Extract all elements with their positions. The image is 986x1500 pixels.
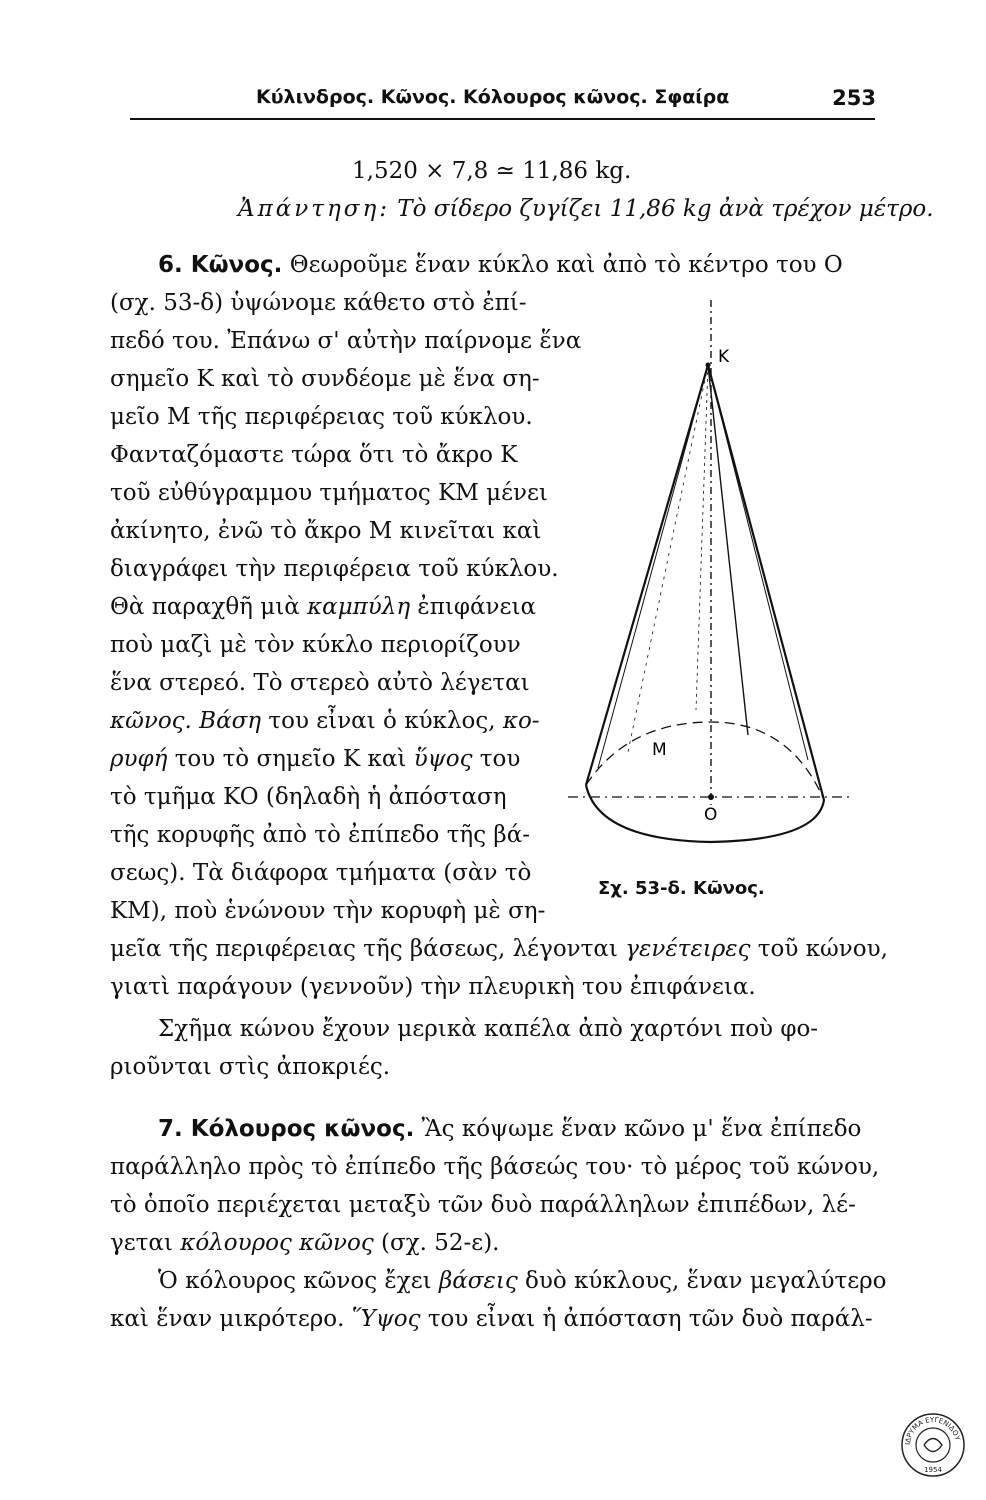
text-run: γεται: [110, 1230, 181, 1256]
center-point-O: [708, 794, 714, 800]
stamp-text: [904, 1416, 962, 1445]
cone-figure: [568, 290, 858, 850]
term-geneteires: γενέτειρες: [625, 936, 751, 962]
section-6-line-20: γιατὶ παράγουν (γεννοῦν) τὴν πλευρικὴ του ἐπιφάνεια.: [110, 974, 756, 1000]
answer-text: Τὸ σίδερο ζυγίζει 11,86 kg ἀνὰ τρέχον μέτρο.: [397, 196, 934, 222]
section-6-line-14: [110, 748, 520, 771]
term-ypsos: ὕψος: [413, 746, 473, 772]
text-run: του εἶναι ὁ κύκλος,: [261, 708, 503, 734]
text-run: τοῦ κώνου,: [750, 936, 888, 962]
section-6-line-19: [110, 938, 888, 961]
text-run: καὶ ἕναν μικρότερο.: [110, 1306, 352, 1332]
cone-left-generator: [586, 365, 708, 785]
answer-label: Ἀπάντηση:: [238, 196, 390, 222]
generator-KM: [708, 365, 748, 735]
section-7-line-4: [110, 1232, 499, 1255]
library-stamp-seal: [900, 1412, 966, 1478]
page-number: 253: [832, 86, 876, 110]
stamp-emblem: [924, 1439, 942, 1452]
section-7-line-2: παράλληλο πρὸς τὸ ἐπίπεδο τῆς βάσεώς του· τὸ μέρος τοῦ κώνου,: [110, 1154, 880, 1180]
term-konos: κῶνος.: [110, 708, 200, 734]
section-6-line-15: τὸ τμῆμα KO (δηλαδὴ ἡ ἀπόσταση: [110, 784, 507, 810]
section-6-line-7: τοῦ εὐθύγραμμου τμήματος KM μένει: [110, 480, 548, 506]
figure-caption: Σχ. 53-δ. Κῶνος.: [598, 878, 765, 899]
section-6-first-line: [158, 254, 843, 277]
text-run: του εἶναι ἡ ἀπόσταση τῶν δυὸ παράλ-: [420, 1306, 873, 1332]
section-6-line-6: Φανταζόμαστε τώρα ὅτι τὸ ἄκρο K: [110, 442, 518, 468]
section-7-line-5: [158, 1270, 887, 1293]
cone-shading-line: [598, 365, 708, 768]
formula-line: 1,520 × 7,8 ≃ 11,86 kg.: [352, 158, 632, 184]
term-ypsos-2: Ὕψος: [351, 1306, 421, 1332]
term-koryfi-start: κο-: [502, 708, 540, 734]
section-6-line-5: μεῖο M τῆς περιφέρειας τοῦ κύκλου.: [110, 404, 533, 430]
cone-shading-line: [708, 365, 808, 760]
section-6-line-1: Θεωροῦμε ἕναν κύκλο καὶ ἀπὸ τὸ κέντρο του O: [289, 252, 843, 278]
text-run: δυὸ κύκλους, ἕναν μεγαλύτερο: [517, 1268, 887, 1294]
section-6-line-18: KM), ποὺ ἑνώνουν τὴν κορυφὴ μὲ ση-: [110, 898, 546, 924]
section-6-line-3: πεδό του. Ἐπάνω σ' αὐτὴν παίρνομε ἕνα: [110, 328, 582, 354]
term-vasi: Βάση: [199, 708, 262, 734]
section-7-line-1: Ἂς κόψωμε ἕναν κῶνο μ' ἕνα ἐπίπεδο: [421, 1116, 862, 1142]
section-6-line-12: ἕνα στερεό. Τὸ στερεὸ αὐτὸ λέγεται: [110, 670, 530, 696]
cone-shading-line: [628, 365, 708, 752]
answer-line: [238, 198, 934, 221]
section-6-line-9: διαγράφει τὴν περιφέρεια τοῦ κύκλου.: [110, 556, 559, 582]
section-6-line-16: τῆς κορυφῆς ἀπὸ τὸ ἐπίπεδο τῆς βά-: [110, 822, 530, 848]
vertex-point-K: [706, 363, 711, 368]
section-7-line-6: [110, 1308, 873, 1331]
text-run: του: [472, 746, 521, 772]
section-6-line-10: [110, 596, 536, 619]
section-6-line-21: Σχῆμα κώνου ἔχουν μερικὰ καπέλα ἀπὸ χαρτόνι ποὺ φο-: [158, 1016, 819, 1042]
cone-shading-line: [696, 365, 708, 710]
base-circle-back: [586, 722, 824, 800]
section-7-line-3: τὸ ὁποῖο περιέχεται μεταξὺ τῶν δυὸ παράλληλων ἐπιπέδων, λέ-: [110, 1192, 856, 1218]
term-kolouros-konos: κόλουρος κῶνος: [180, 1230, 374, 1256]
section-6-heading: 6. Κῶνος.: [158, 252, 283, 278]
term-kampyli: καμπύλη: [307, 594, 411, 620]
section-6-line-11: ποὺ μαζὶ μὲ τὸν κύκλο περιορίζουν: [110, 632, 521, 658]
term-koryfi-end: ρυφή: [110, 746, 168, 772]
section-6-line-8: ἀκίνητο, ἐνῶ τὸ ἄκρο M κινεῖται καὶ: [110, 518, 542, 544]
text-run: Ὁ κόλουρος κῶνος ἔχει: [158, 1268, 439, 1294]
text-run: ἐπιφάνεια: [410, 594, 536, 620]
text-run: (σχ. 52-ε).: [373, 1230, 500, 1256]
stamp-inner-ring: [916, 1428, 950, 1462]
text-run: μεῖα τῆς περιφέρειας τῆς βάσεως, λέγονται: [110, 936, 626, 962]
page-header: [130, 86, 876, 116]
stamp-arc-text: ΙΔΡΥΜΑ ΕΥΓΕΝΙΔΟΥ: [903, 1415, 962, 1446]
section-6-line-2: (σχ. 53-δ) ὑψώνομε κάθετο στὸ ἐπί-: [110, 290, 527, 316]
label-M: M: [652, 740, 667, 760]
running-title: Κύλινδρος. Κῶνος. Κόλουρος κῶνος. Σφαίρα: [256, 86, 730, 108]
section-7-heading: 7. Κόλουρος κῶνος.: [158, 1116, 415, 1142]
header-rule: [130, 118, 875, 120]
text-run: Θὰ παραχθῆ μιὰ: [110, 594, 308, 620]
cone-right-generator: [708, 365, 824, 800]
label-K: K: [718, 347, 730, 367]
section-6-line-22: ριοῦνται στὶς ἀποκριές.: [110, 1054, 391, 1080]
section-7-first-line: [158, 1118, 861, 1141]
section-6-line-4: σημεῖο K καὶ τὸ συνδέομε μὲ ἕνα ση-: [110, 366, 540, 392]
stamp-year: 1954: [924, 1466, 942, 1474]
section-6-line-17: σεως). Τὰ διάφορα τμήματα (σὰν τὸ: [110, 860, 532, 886]
text-run: του τὸ σημεῖο K καὶ: [167, 746, 414, 772]
section-6-line-13: [110, 710, 540, 733]
label-O: O: [704, 805, 718, 825]
term-vaseis: βάσεις: [438, 1268, 518, 1294]
